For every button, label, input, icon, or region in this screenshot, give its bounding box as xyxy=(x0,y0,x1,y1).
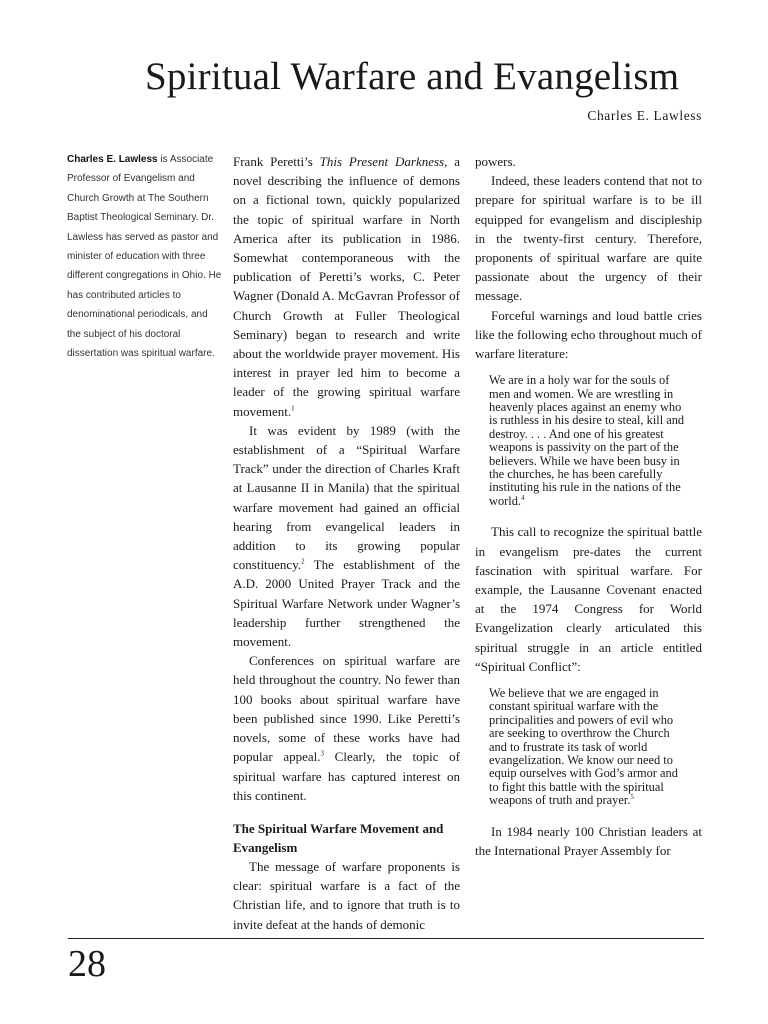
page-number: 28 xyxy=(68,943,106,985)
footnote-2: 2 xyxy=(301,557,305,566)
paragraph-2: It was evident by 1989 (with the establishment of a “Spiritual Warfare Track” under the direction of Charles Kraft at Lausanne II in Manila) that the spiritual warfare movement had gained an official hearing from evangelical leaders in addition to its growing popular constituency.$^2$ The establishment of the A.D. 2000 United Prayer Track and the Spiritual Warfare Network under Wagner’s leadership further strengthened the movement. xyxy=(233,422,460,650)
footer-rule xyxy=(68,938,704,939)
body-column-right xyxy=(475,152,702,860)
book-title: This Present Darkness xyxy=(319,154,445,169)
body-column-middle xyxy=(233,152,460,934)
paragraph-8: This call to recognize the spiritual battle in evangelism pre-dates the current fascination with spiritual warfare. For example, the Lausanne Covenant enacted at the 1974 Congress for World Evangelization clearly articulated this spiritual struggle in an article entitled “Spiritual Conflict”: xyxy=(475,524,702,674)
article-title: Spiritual Warfare and Evangelism xyxy=(145,55,680,98)
block-quote-2: We believe that we are engaged in constant spiritual warfare with the principalities and powers of evil who are seeking to overthrow the Church and to frustrate its task of world evangelization. We know our need to equip ourselves with God’s armor and to fight this battle with the spiritual weapons of truth and prayer.$^5$ xyxy=(489,685,678,808)
block-quote-1: We are in a holy war for the souls of men and women. We are wrestling in heavenly places against an enemy who is ruthless in his desire to steal, kill and destroy. . . . And one of his greatest weapons is passivity on the part of the believers. While we have been busy in the churches, he has been carefully instituting his rule in the nations of the world.$^4$ xyxy=(489,373,685,508)
bio-text: is Associate Professor of Evangelism and Church Growth at The Southern Baptist Theological Seminary. Dr. Lawless has served as pastor and minister of education with three different congregations in Ohio. He has contributed articles to denominational periodicals, and the subject of his doctoral dissertation was spiritual warfare. xyxy=(67,154,222,360)
paragraph-5: powers. xyxy=(475,154,516,169)
paragraph-3: Conferences on spiritual warfare are held throughout the country. No fewer than 100 books about spiritual warfare have been published since 1990. Like Peretti’s novels, some of these works have had popular appeal.$^3$ Clearly, the topic of spiritual warfare has captured interest on this continent. xyxy=(233,653,460,803)
paragraph-1: Frank Peretti’s This Present Darkness, a novel describing the influence of demons on a fictional town, quickly popularized the topic of spiritual warfare in North America after its publication in 1986. Somewhat contemporaneous with the publication of Peretti’s works, C. Peter Wagner (Donald A. McGavran Professor of Church Growth at Fuller Theological Seminary) began to research and write about the worldwide prayer movement. His interest in prayer led him to become a leader of the growing spiritual warfare movement.$^1$ xyxy=(233,154,460,419)
footnote-5: 5 xyxy=(630,793,634,802)
paragraph-9: In 1984 nearly 100 Christian leaders at the International Prayer Assembly for xyxy=(475,823,702,858)
footnote-1: 1 xyxy=(291,404,295,413)
author-bio xyxy=(67,150,222,363)
footnote-3: 3 xyxy=(320,749,325,758)
paragraph-7: Forceful warnings and loud battle cries like the following echo throughout much of warfare literature: xyxy=(475,307,702,362)
paragraph-4: The message of warfare proponents is clear: spiritual warfare is a fact of the Christian life, and to ignore that truth is to invite defeat at the hands of demonic xyxy=(233,858,460,932)
paragraph-6: Indeed, these leaders contend that not to prepare for spiritual warfare is to be ill equipped for evangelism and discipleship in the twenty-first century. Therefore, proponents of spiritual warfare are quite passionate about the urgency of their message. xyxy=(475,173,702,304)
section-heading: The Spiritual Warfare Movement and Evangelism xyxy=(233,820,444,855)
article-author: Charles E. Lawless xyxy=(587,108,702,123)
footnote-4: 4 xyxy=(521,493,525,502)
bio-name: Charles E. Lawless xyxy=(67,154,158,165)
